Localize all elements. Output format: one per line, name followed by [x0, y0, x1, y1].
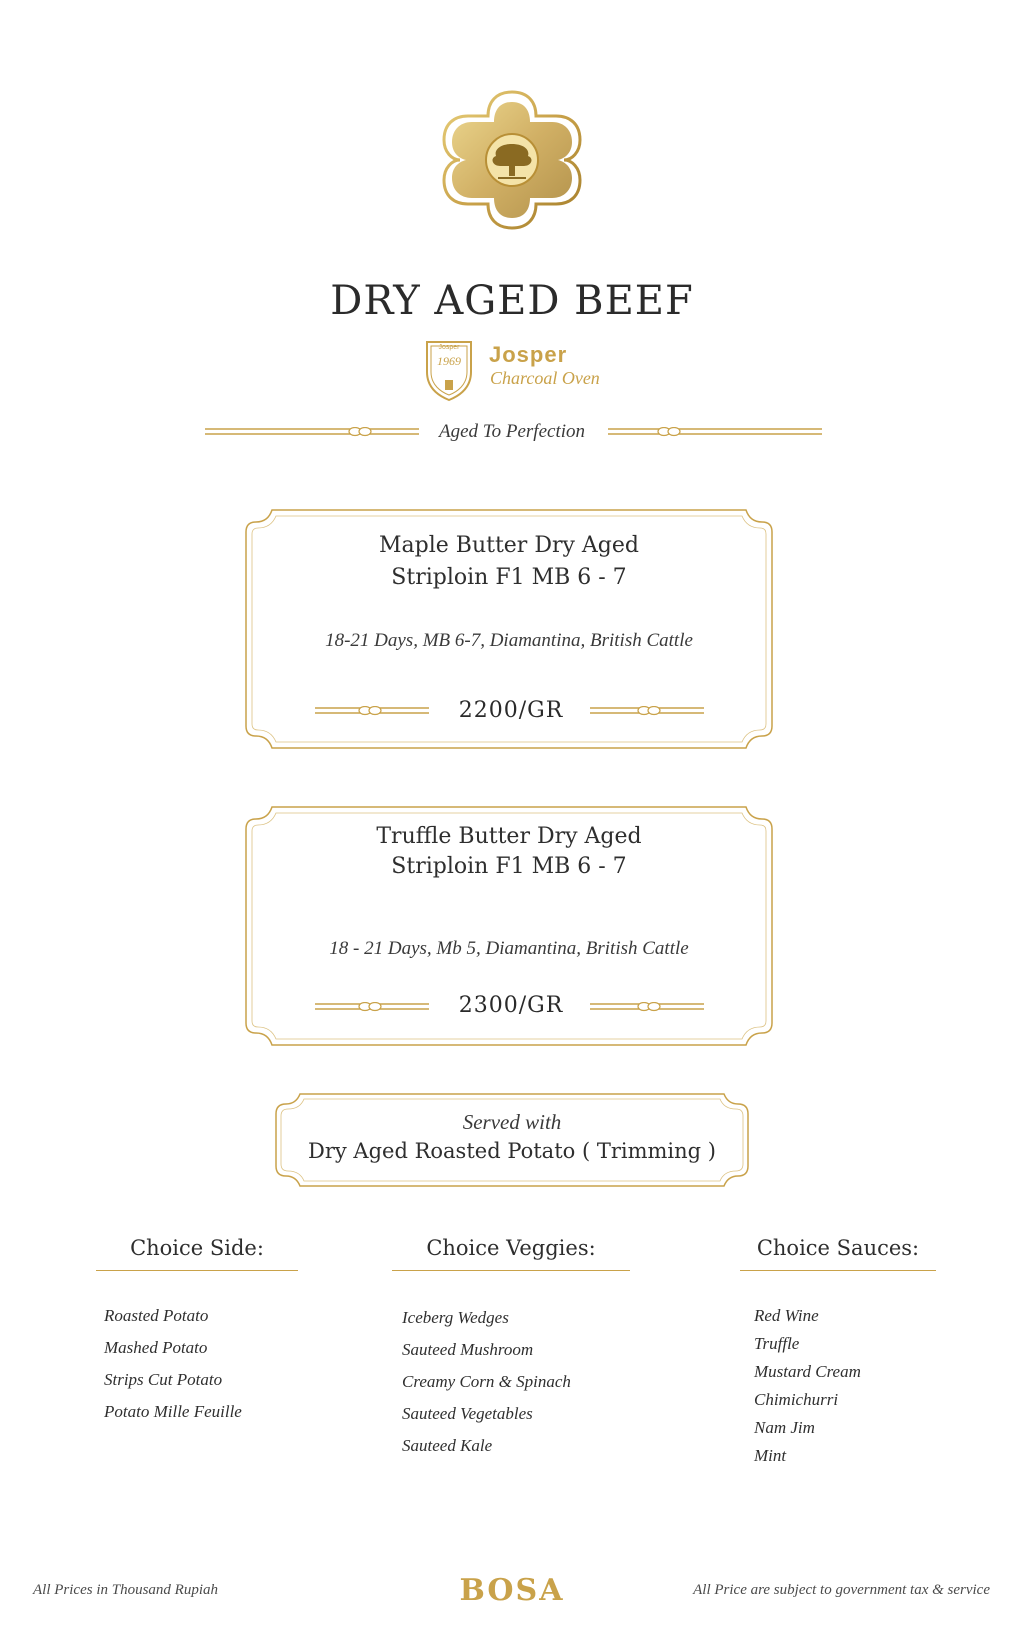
menu-item-name-line1: Maple Butter Dry Aged: [379, 533, 639, 558]
list-item: Sauteed Vegetables: [402, 1404, 533, 1423]
choice-side-list: [104, 1300, 242, 1428]
list-item: Roasted Potato: [104, 1306, 209, 1325]
josper-badge-brand: Josper: [438, 344, 460, 351]
choice-side-heading: Choice Side:: [130, 1236, 264, 1260]
price-left-ornament: [315, 706, 429, 716]
josper-badge-year: 1969: [437, 354, 461, 368]
list-item: Strips Cut Potato: [104, 1370, 223, 1389]
choice-sauces-heading: Choice Sauces:: [756, 1236, 920, 1260]
list-item: Mashed Potato: [104, 1338, 208, 1357]
choice-side-underline: [96, 1270, 298, 1271]
page-title: DRY AGED BEEF: [330, 278, 694, 324]
restaurant-emblem-logo: [440, 88, 584, 232]
list-item: Sauteed Mushroom: [402, 1340, 534, 1359]
right-ornament-divider: [608, 427, 822, 437]
menu-item-name: [244, 822, 774, 882]
choice-veggies-list: [402, 1302, 571, 1462]
choice-veggies-heading: Choice Veggies:: [426, 1236, 596, 1260]
served-with-item: Dry Aged Roasted Potato ( Trimming ): [308, 1139, 716, 1163]
menu-item-name-line1: Truffle Butter Dry Aged: [376, 824, 642, 849]
list-item: Mint: [754, 1446, 787, 1465]
menu-item-name-line2: Striploin F1 MB 6 - 7: [391, 565, 627, 590]
menu-item-name-line2: Striploin F1 MB 6 - 7: [391, 854, 627, 879]
list-item: Potato Mille Feuille: [104, 1402, 242, 1421]
list-item: Nam Jim: [754, 1418, 815, 1437]
list-item: Truffle: [754, 1334, 800, 1353]
menu-item-description: 18 - 21 Days, Mb 5, Diamantina, British Cattle: [329, 938, 689, 959]
menu-item-price: 2300/GR: [458, 993, 564, 1018]
list-item: Mustard Cream: [754, 1362, 861, 1381]
menu-item-price: 2200/GR: [458, 698, 564, 723]
choice-veggies-underline: [392, 1270, 630, 1271]
page-subtitle: Aged To Perfection: [439, 421, 585, 442]
list-item: Creamy Corn & Spinach: [402, 1372, 571, 1391]
list-item: Iceberg Wedges: [402, 1308, 509, 1327]
josper-brand-name: Josper: [489, 342, 568, 367]
served-with-title: Served with: [462, 1110, 562, 1134]
price-right-ornament: [590, 1002, 704, 1012]
josper-tagline: Charcoal Oven: [490, 368, 600, 388]
footer-tax-note: All Price are subject to government tax & service: [693, 1582, 990, 1598]
list-item: Sauteed Kale: [402, 1436, 493, 1455]
choice-sauces-list: [754, 1302, 861, 1470]
menu-item-name: [244, 530, 774, 594]
list-item: Red Wine: [754, 1306, 819, 1325]
choice-sauces-underline: [740, 1270, 936, 1271]
menu-item-description: 18-21 Days, MB 6-7, Diamantina, British Cattle: [325, 630, 693, 651]
brand-logo: BOSA: [459, 1573, 565, 1608]
list-item: Chimichurri: [754, 1390, 839, 1409]
price-left-ornament: [315, 1002, 429, 1012]
price-right-ornament: [590, 706, 704, 716]
footer-currency-note: All Prices in Thousand Rupiah: [33, 1582, 218, 1598]
